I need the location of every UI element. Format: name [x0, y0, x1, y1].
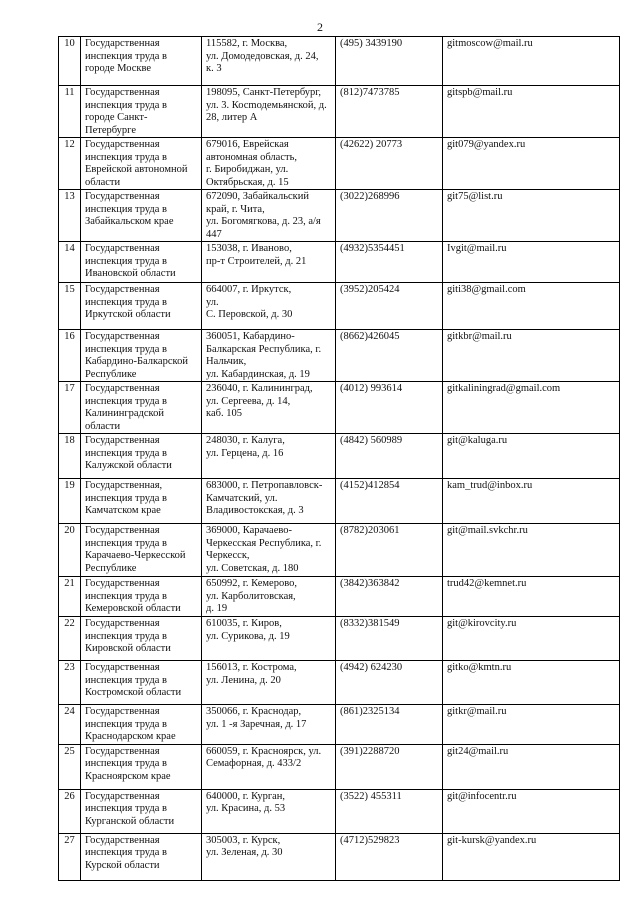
- phone-number: (42622) 20773: [336, 138, 443, 190]
- postal-address: 683000, г. Петропавловск- Камчатский, ул. Владивостокская, д. 3: [202, 479, 336, 524]
- row-number: 24: [59, 705, 81, 745]
- row-number: 13: [59, 190, 81, 242]
- table-row: [59, 577, 620, 617]
- table-row: [59, 744, 620, 789]
- row-number: 22: [59, 617, 81, 661]
- phone-number: (4712)529823: [336, 833, 443, 880]
- postal-address: 679016, Еврейская автономная область, г. Биробиджан, ул. Октябрьская, д. 15: [202, 138, 336, 190]
- email-address: git24@mail.ru: [443, 744, 620, 789]
- email-address: git75@list.ru: [443, 190, 620, 242]
- row-number: 11: [59, 86, 81, 138]
- organization-name: Государственная инспекция труда в Калининградской области: [81, 382, 202, 434]
- postal-address: 369000, Карачаево- Черкесская Республика, г. Черкесск, ул. Советская, д. 180: [202, 524, 336, 577]
- email-address: giti38@gmail.com: [443, 283, 620, 330]
- table-row: [59, 789, 620, 833]
- email-address: git@mail.svkchr.ru: [443, 524, 620, 577]
- table-row: [59, 833, 620, 880]
- table-row: [59, 138, 620, 190]
- postal-address: 115582, г. Москва, ул. Домодедовская, д. 24, к. 3: [202, 37, 336, 86]
- postal-address: 664007, г. Иркутск, ул. С. Перовской, д. 30: [202, 283, 336, 330]
- email-address: git@infocentr.ru: [443, 789, 620, 833]
- phone-number: (3952)205424: [336, 283, 443, 330]
- organization-name: Государственная инспекция труда в Карачаево-Черкесской Республике: [81, 524, 202, 577]
- organization-name: Государственная инспекция труда в Краснодарском крае: [81, 705, 202, 745]
- phone-number: (861)2325134: [336, 705, 443, 745]
- organization-name: Государственная, инспекция труда в Камчатском крае: [81, 479, 202, 524]
- postal-address: 672090, Забайкальский край, г. Чита, ул. Богомягкова, д. 23, а/я 447: [202, 190, 336, 242]
- row-number: 17: [59, 382, 81, 434]
- postal-address: 660059, г. Красноярск, ул. Семафорная, д. 433/2: [202, 744, 336, 789]
- organization-name: Государственная инспекция труда в Забайкальском крае: [81, 190, 202, 242]
- table-row: [59, 190, 620, 242]
- phone-number: (3842)363842: [336, 577, 443, 617]
- row-number: 26: [59, 789, 81, 833]
- email-address: gitkaliningrad@gmail.com: [443, 382, 620, 434]
- row-number: 19: [59, 479, 81, 524]
- phone-number: (3022)268996: [336, 190, 443, 242]
- table-row: [59, 37, 620, 86]
- registry-body: [59, 37, 620, 881]
- postal-address: 360051, Кабардино- Балкарская Республика, г. Нальчик, ул. Кабардинская, д. 19: [202, 330, 336, 382]
- row-number: 21: [59, 577, 81, 617]
- email-address: gitmoscow@mail.ru: [443, 37, 620, 86]
- organization-name: Государственная инспекция труда в Курской области: [81, 833, 202, 880]
- organization-name: Государственная инспекция труда в Иркутской области: [81, 283, 202, 330]
- table-row: [59, 330, 620, 382]
- table-row: [59, 382, 620, 434]
- table-row: [59, 479, 620, 524]
- table-row: [59, 617, 620, 661]
- row-number: 16: [59, 330, 81, 382]
- table-row: [59, 283, 620, 330]
- phone-number: (8662)426045: [336, 330, 443, 382]
- organization-name: Государственная инспекция труда в Ивановской области: [81, 242, 202, 283]
- postal-address: 650992, г. Кемерово, ул. Карболитовская, д. 19: [202, 577, 336, 617]
- table-row: [59, 434, 620, 479]
- organization-name: Государственная инспекция труда в городе Санкт- Петербурге: [81, 86, 202, 138]
- email-address: gitspb@mail.ru: [443, 86, 620, 138]
- phone-number: (4932)5354451: [336, 242, 443, 283]
- phone-number: (4152)412854: [336, 479, 443, 524]
- phone-number: (812)7473785: [336, 86, 443, 138]
- email-address: git-kursk@yandex.ru: [443, 833, 620, 880]
- email-address: trud42@kemnet.ru: [443, 577, 620, 617]
- postal-address: 198095, Санкт-Петербург, ул. 3. Косmодемьянской, д. 28, литер А: [202, 86, 336, 138]
- table-row: [59, 524, 620, 577]
- phone-number: (391)2288720: [336, 744, 443, 789]
- row-number: 23: [59, 661, 81, 705]
- email-address: gitkbr@mail.ru: [443, 330, 620, 382]
- email-address: git079@yandex.ru: [443, 138, 620, 190]
- organization-name: Государственная инспекция труда в Кабардино-Балкарской Республике: [81, 330, 202, 382]
- postal-address: 153038, г. Иваново, пр-т Строителей, д. 21: [202, 242, 336, 283]
- row-number: 14: [59, 242, 81, 283]
- row-number: 25: [59, 744, 81, 789]
- email-address: Ivgit@mail.ru: [443, 242, 620, 283]
- phone-number: (3522) 455311: [336, 789, 443, 833]
- postal-address: 156013, г. Кострома, ул. Ленина, д. 20: [202, 661, 336, 705]
- phone-number: (8782)203061: [336, 524, 443, 577]
- postal-address: 610035, г. Киров, ул. Сурикова, д. 19: [202, 617, 336, 661]
- row-number: 18: [59, 434, 81, 479]
- organization-name: Государственная инспекция труда в Костромской области: [81, 661, 202, 705]
- organization-name: Государственная инспекция труда в Кемеровской области: [81, 577, 202, 617]
- phone-number: (4942) 624230: [336, 661, 443, 705]
- email-address: gitkr@mail.ru: [443, 705, 620, 745]
- postal-address: 236040, г. Калининград, ул. Сергеева, д. 14, каб. 105: [202, 382, 336, 434]
- postal-address: 640000, г. Курган, ул. Красина, д. 53: [202, 789, 336, 833]
- email-address: kam_trud@inbox.ru: [443, 479, 620, 524]
- email-address: git@kirovcity.ru: [443, 617, 620, 661]
- phone-number: (495) 3439190: [336, 37, 443, 86]
- table-row: [59, 86, 620, 138]
- row-number: 12: [59, 138, 81, 190]
- row-number: 27: [59, 833, 81, 880]
- organization-name: Государственная инспекция труда в Калужской области: [81, 434, 202, 479]
- table-row: [59, 705, 620, 745]
- postal-address: 305003, г. Курск, ул. Зеленая, д. 30: [202, 833, 336, 880]
- postal-address: 350066, г. Краснодар, ул. 1 -я Заречная, д. 17: [202, 705, 336, 745]
- organization-name: Государственная инспекция труда в Красноярском крае: [81, 744, 202, 789]
- organization-name: Государственная инспекция труда в Еврейской автономной области: [81, 138, 202, 190]
- inspection-registry-table: [58, 36, 620, 881]
- row-number: 15: [59, 283, 81, 330]
- phone-number: (4012) 993614: [336, 382, 443, 434]
- email-address: git@kaluga.ru: [443, 434, 620, 479]
- row-number: 20: [59, 524, 81, 577]
- organization-name: Государственная инспекция труда в Кировской области: [81, 617, 202, 661]
- page-number: 2: [317, 20, 323, 34]
- phone-number: (4842) 560989: [336, 434, 443, 479]
- organization-name: Государственная инспекция труда в городе Москве: [81, 37, 202, 86]
- postal-address: 248030, г. Калуга, ул. Герцена, д. 16: [202, 434, 336, 479]
- row-number: 10: [59, 37, 81, 86]
- organization-name: Государственная инспекция труда в Курганской области: [81, 789, 202, 833]
- table-row: [59, 242, 620, 283]
- table-row: [59, 661, 620, 705]
- email-address: gitko@kmtn.ru: [443, 661, 620, 705]
- phone-number: (8332)381549: [336, 617, 443, 661]
